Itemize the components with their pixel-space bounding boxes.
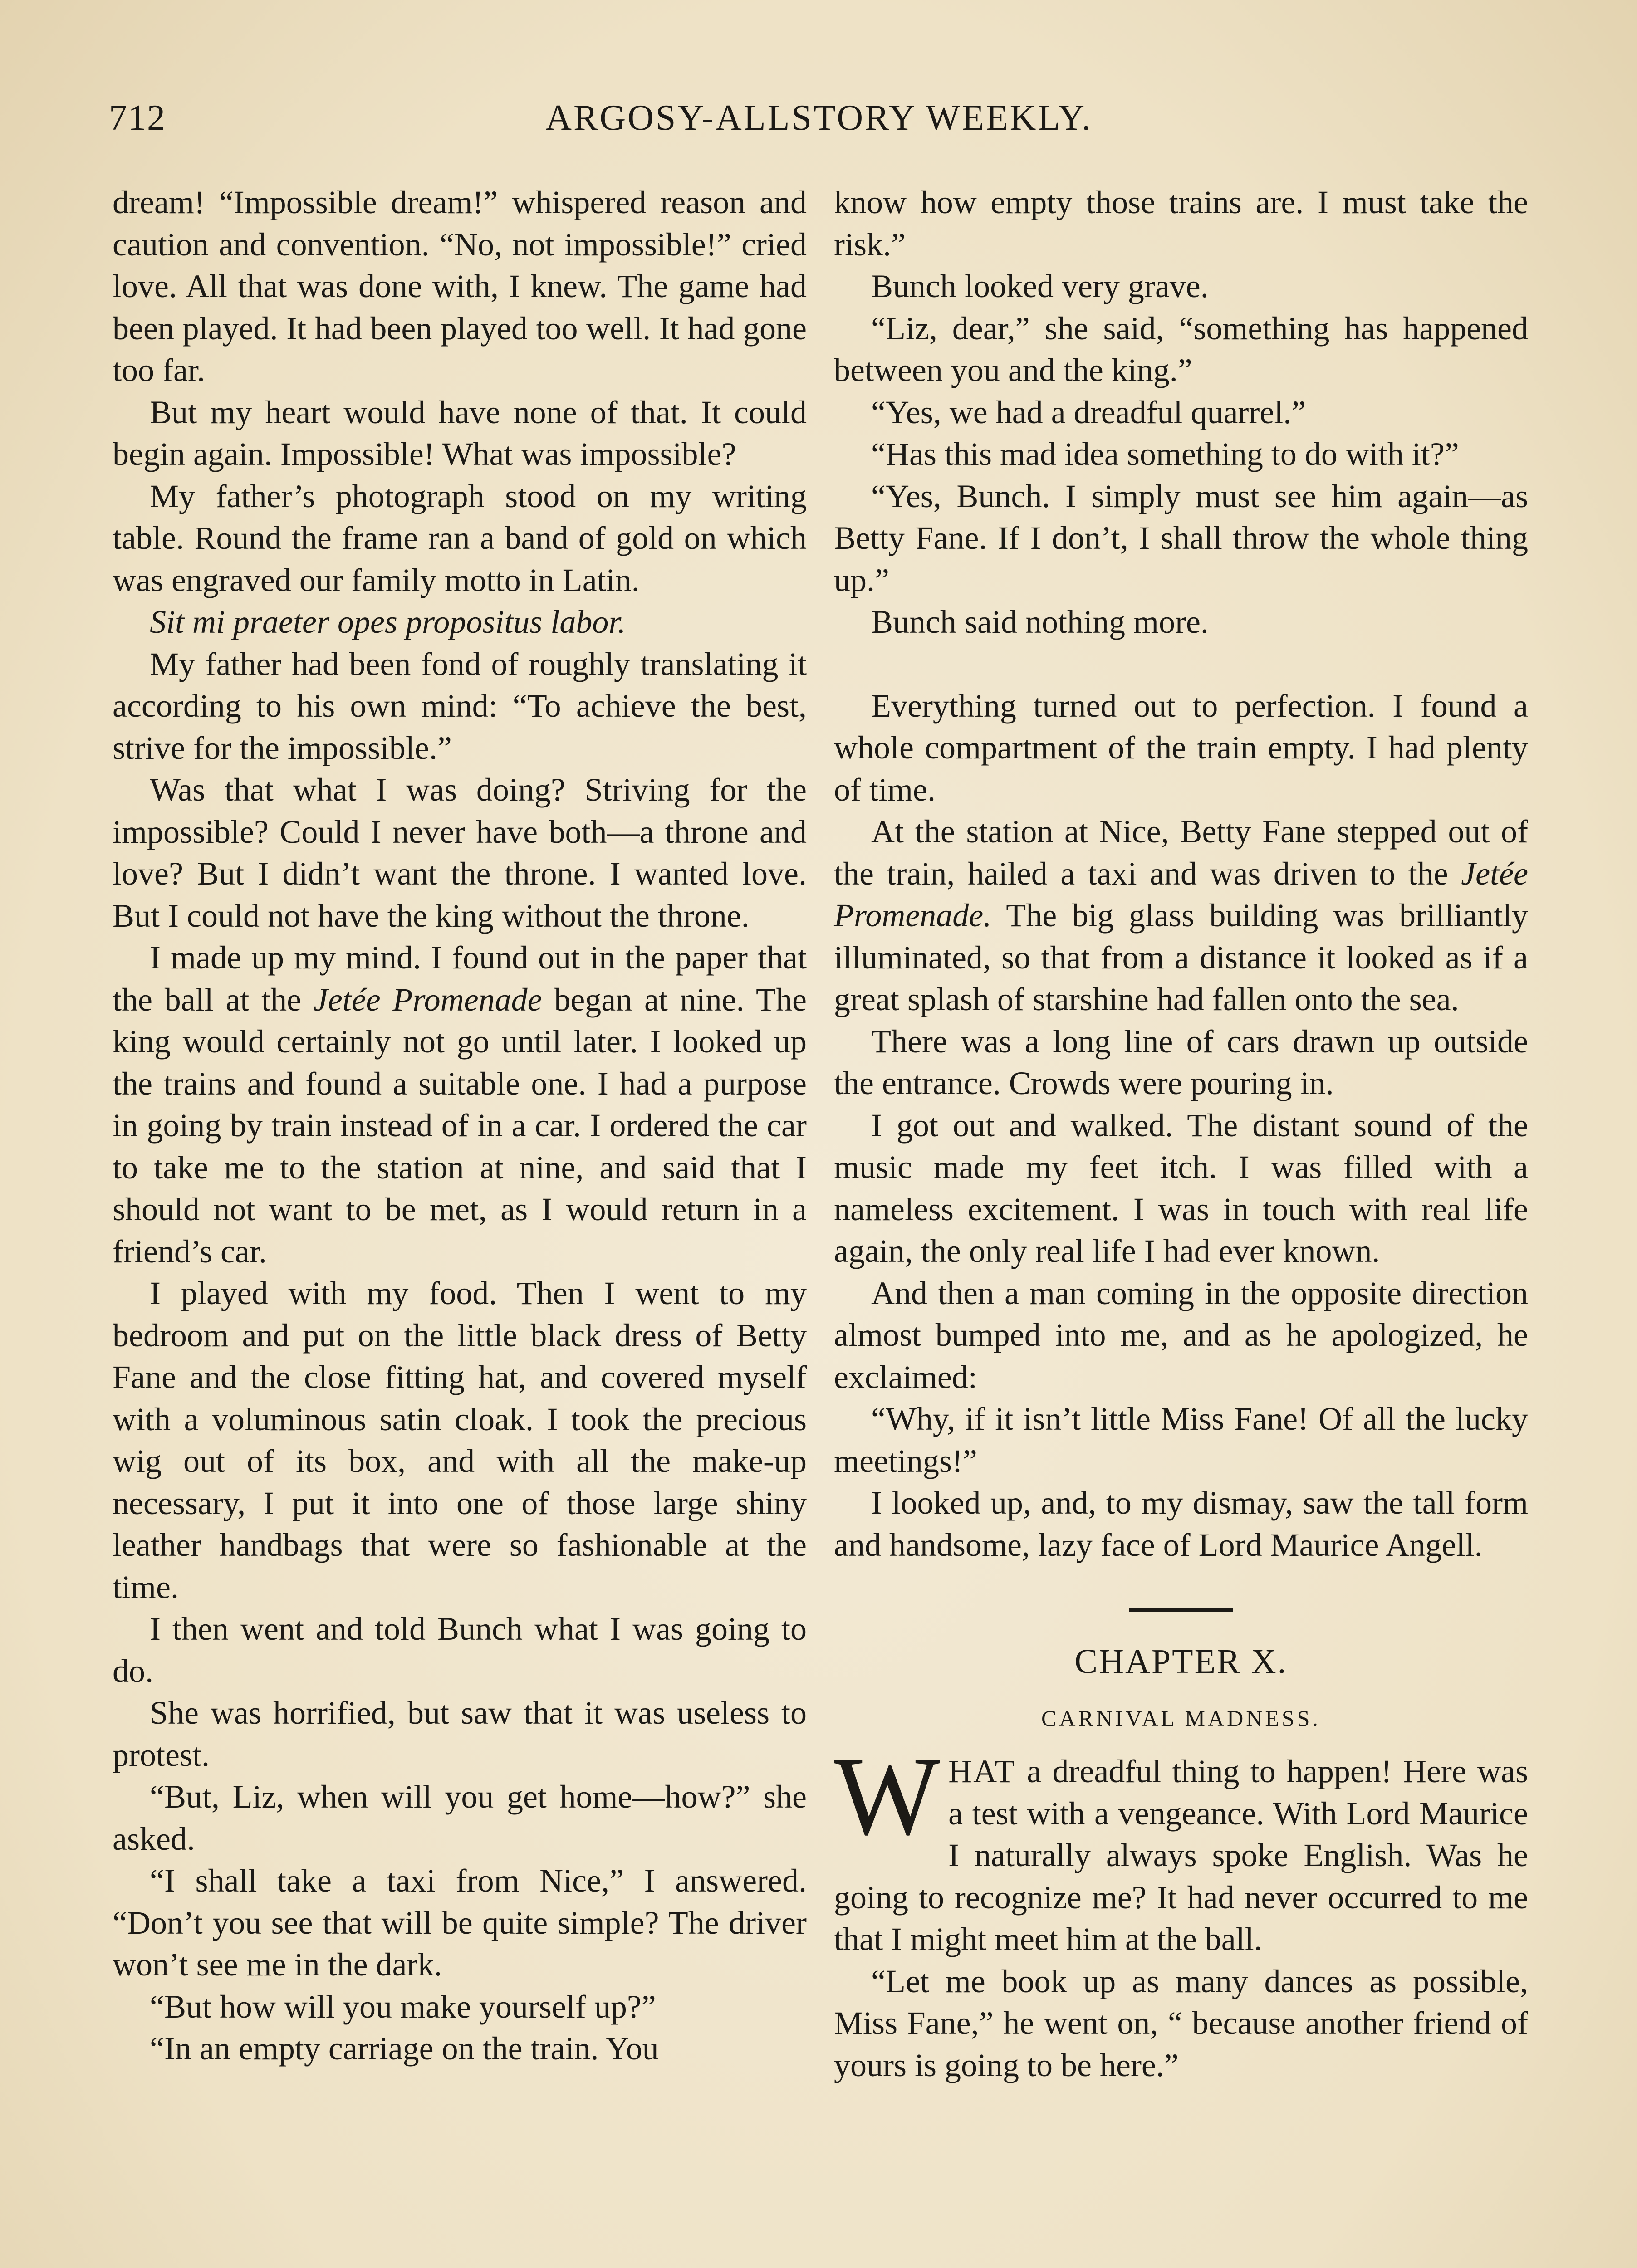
paragraph (834, 811, 1528, 1021)
paragraph: Was that what I was doing? Striving for the impossible? Could I never have both—a throne and love? But I didn’t want the throne. I wanted love. But I could not have the king without the throne. (113, 772, 807, 934)
paragraph (113, 937, 807, 1272)
latin-motto-text: Sit mi praeter opes propositus labor. (150, 604, 626, 640)
paragraph: My father had been fond of roughly translating it according to his own mind: “To achieve the best, strive for the impossible.” (113, 645, 807, 766)
paragraph-text: The big glass building was brilliantly illuminated, so that from a distance it looked as if a great splash of starshine had fallen onto the sea. (834, 897, 1528, 1017)
page-number: 712 (109, 98, 166, 138)
paragraph: Everything turned out to perfection. I found a whole compartment of the train empty. I had plenty of time. (834, 687, 1528, 808)
paragraph: I played with my food. Then I went to my bedroom and put on the little black dress of Betty Fane and the close fitting hat, and covered myself with a voluminous satin cloak. I took the precious wig out of its box, and with all the make-up necessary, I put it into one of those large shiny leather handbags that were so fashionable at the time. (113, 1275, 807, 1605)
paragraph: “Yes, Bunch. I simply must see him again—as Betty Fane. If I don’t, I shall throw the whole thing up.” (834, 478, 1528, 598)
italic-place-name: Jetée Promenade. (834, 855, 1528, 934)
drop-cap: W (834, 1734, 941, 1858)
paragraph: Bunch said nothing more. (871, 604, 1209, 640)
lead-caps: HAT (948, 1753, 1016, 1789)
italic-place-name: Jetée Promenade (313, 981, 542, 1018)
paragraph-text: At the station at Nice, Betty Fane stepped out of the train, hailed a taxi and was driven to the (834, 813, 1528, 892)
paragraph: “Has this mad idea something to do with it?” (871, 436, 1459, 472)
paragraph-text: I made up my mind. I found out in the paper that the ball at the (113, 939, 807, 1018)
left-column (113, 181, 807, 2070)
paragraph: And then a man coming in the opposite direction almost bumped into me, and as he apologized, he exclaimed: (834, 1275, 1528, 1395)
latin-motto (113, 601, 807, 643)
paragraph: My father’s photograph stood on my writing table. Round the frame ran a band of gold on which was engraved our family motto in Latin. (113, 478, 807, 598)
paragraph: know how empty those trains are. I must take the risk.” (834, 184, 1528, 263)
section-divider (1129, 1608, 1233, 1612)
paragraph: I then went and told Bunch what I was going to do. (113, 1611, 807, 1689)
paragraph: “In an empty carriage on the train. You (150, 2030, 659, 2067)
running-title: ARGOSY-ALLSTORY WEEKLY. (545, 98, 1093, 138)
paragraph: “Liz, dear,” she said, “something has happened between you and the king.” (834, 310, 1528, 388)
paragraph: “I shall take a taxi from Nice,” I answered. “Don’t you see that will be quite simple? The driver won’t see me in the dark. (113, 1862, 807, 1983)
right-column (834, 181, 1528, 2086)
paragraph: I got out and walked. The distant sound of the music made my feet itch. I was filled with a nameless excitement. I was in touch with real life again, the only real life I had ever known. (834, 1107, 1528, 1269)
paragraph: “But how will you make yourself up?” (150, 1988, 656, 2025)
paragraph-text: a dreadful thing to happen! Here was a test with a vengeance. With Lord Maurice I naturally always spoke English. Was he going to recognize me? It had never occurred to me that I might meet him at the ball. (834, 1753, 1528, 1957)
paragraph: “But, Liz, when will you get home—how?” she asked. (113, 1779, 807, 1857)
paragraph: “Why, if it isn’t little Miss Fane! Of all the lucky meetings!” (834, 1401, 1528, 1479)
page-header (109, 93, 1529, 143)
paragraph: She was horrified, but saw that it was useless to protest. (113, 1695, 807, 1773)
paragraph: Bunch looked very grave. (871, 268, 1209, 304)
paragraph: But my heart would have none of that. It could begin again. Impossible! What was impossible? (113, 394, 807, 472)
paragraph: “Let me book up as many dances as possible, Miss Fane,” he went on, “ because another friend of yours is going to be here.” (834, 1963, 1528, 2083)
chapter-title: CARNIVAL MADNESS. (1041, 1706, 1321, 1731)
paragraph: I looked up, and, to my dismay, saw the tall form and handsome, lazy face of Lord Maurice Angell. (834, 1485, 1528, 1563)
paragraph: There was a long line of cars drawn up outside the entrance. Crowds were pouring in. (834, 1023, 1528, 1101)
chapter-number: CHAPTER X. (1074, 1642, 1288, 1681)
paragraph: dream! “Impossible dream!” whispered reason and caution and convention. “No, not impossible!” cried love. All that was done with, I knew. The game had been played. It had been played too well. It had gone too far. (113, 184, 807, 388)
paragraph-text: began at nine. The king would certainly not go until later. I looked up the trains and found a suitable one. I had a purpose in going by train instead of in a car. I ordered the car to take me to the station at nine, and said that I should not want to be met, as I would return in a friend’s car. (113, 981, 807, 1270)
chapter-opening-paragraph (834, 1734, 1528, 1960)
paragraph: “Yes, we had a dreadful quarrel.” (871, 394, 1306, 430)
